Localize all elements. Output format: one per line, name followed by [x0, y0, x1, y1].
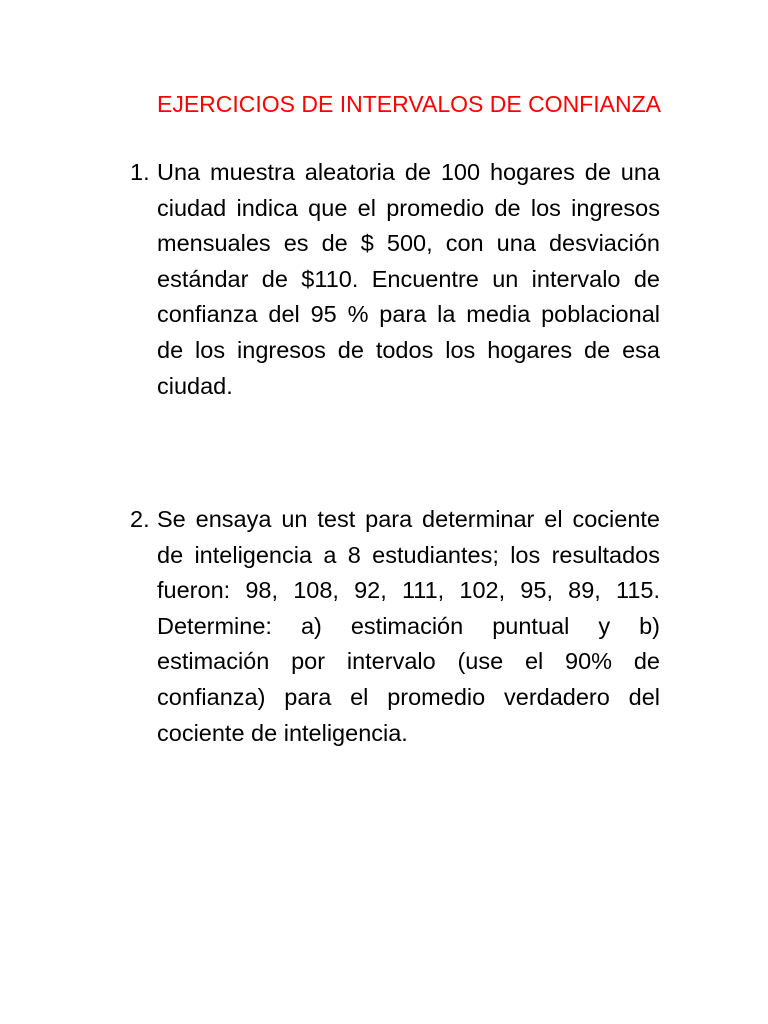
exercise-text: Una muestra aleatoria de 100 hogares de una ciudad indica que el promedio de los ingresos mensuales es de $ 500, con una desviación estándar de $110. Encuentre un intervalo de confianza del 95 % para la media poblacional de los ingresos de todos los hogares de esa ciudad.	[157, 159, 660, 399]
exercise-number: 1.	[130, 159, 150, 185]
exercise-1	[130, 155, 660, 404]
document-title: EJERCICIOS DE INTERVALOS DE CONFIANZA	[157, 91, 661, 117]
exercise-number: 2.	[130, 506, 150, 532]
exercise-text: Se ensaya un test para determinar el cociente de inteligencia a 8 estudiantes; los resultados fueron: 98, 108, 92, 111, 102, 95, 89, 115. Determine: a) estimación puntual y b) estimación por intervalo (use el 90% de confianza) para el promedio verdadero del cociente de inteligencia.	[157, 506, 660, 746]
exercise-2	[130, 502, 660, 751]
